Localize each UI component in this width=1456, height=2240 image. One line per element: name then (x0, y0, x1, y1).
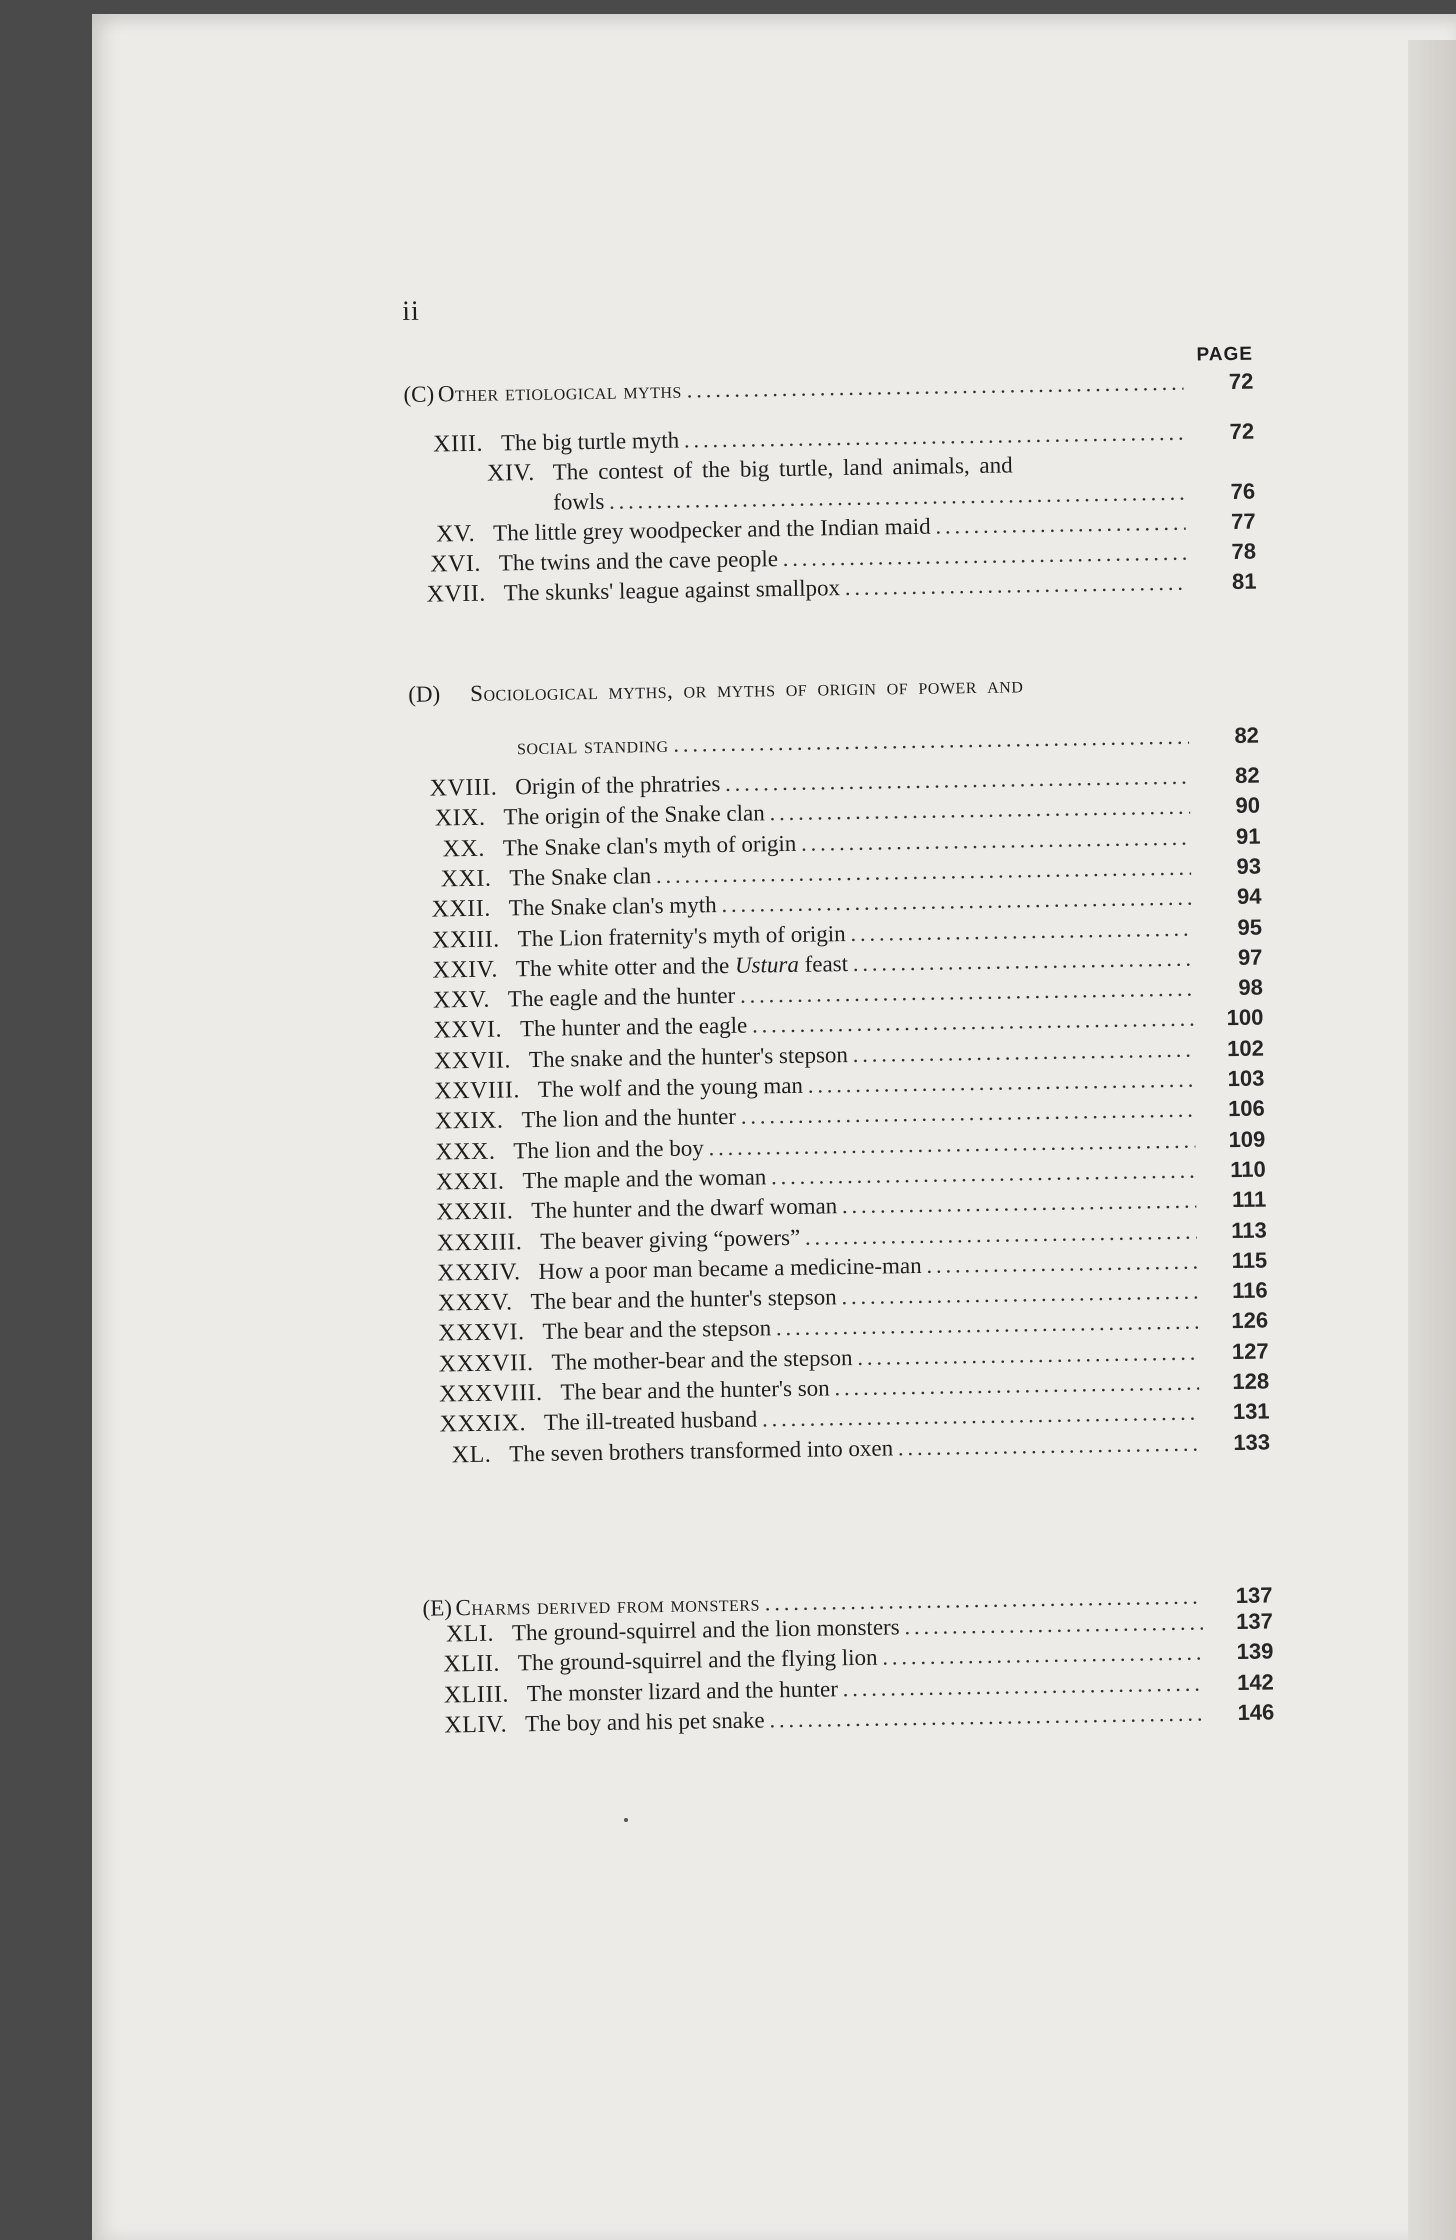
entry-page: 128 (1232, 1368, 1270, 1395)
entry-title: The skunks' league against smallpox . . . (504, 568, 1187, 609)
entry-title: The Snake clan's myth . . . (508, 883, 1191, 924)
entry-page: 146 (1237, 1699, 1275, 1725)
entry-page: 139 (1236, 1638, 1274, 1665)
entry-page: 95 (1237, 914, 1263, 940)
entry-number: XXXII. (436, 1198, 514, 1226)
entry-title: The twins and the cave people . . . (499, 538, 1187, 579)
entry-number: XLIII. (443, 1681, 510, 1709)
entry-title: The Snake clan's myth of origin . . . (503, 822, 1191, 863)
entry-page: 109 (1228, 1126, 1266, 1152)
entry-page: 131 (1232, 1398, 1270, 1425)
entry-title-continuation: fowls . . . (553, 478, 1185, 518)
entry-page: 102 (1226, 1035, 1265, 1061)
page-number: ii (401, 295, 420, 327)
entry-page: 76 (1230, 478, 1256, 504)
entry-title-part: The white otter and the (515, 952, 736, 982)
entry-number: XL. (451, 1441, 492, 1468)
entry-number: XXIII. (431, 926, 500, 954)
entry-number: XLIV. (444, 1711, 508, 1739)
entry-title: The lion and the boy . . . (513, 1125, 1195, 1166)
entry-number: XXXIV. (437, 1259, 521, 1287)
entry-number: XXV. (432, 986, 491, 1014)
section-title: Sociological myths, or myths of origin of power and (469, 672, 1024, 706)
entry-number: XLII. (443, 1650, 501, 1678)
entry-number: XXVIII. (434, 1077, 521, 1105)
entry-number: XIV. (486, 459, 535, 487)
entry-title: The ill-treated husband . . . (544, 1398, 1200, 1438)
entry-page: 94 (1236, 883, 1262, 910)
entry-title: The bear and the hunter's son . . . (560, 1368, 1199, 1408)
entry-number: XXXV. (437, 1289, 513, 1317)
section-label: (D) (407, 681, 441, 707)
paper-speck (624, 1818, 628, 1822)
entry-title: The beaver giving “powers” . . . (540, 1216, 1197, 1256)
entry-number: XV. (435, 520, 476, 548)
entry-page: 100 (1226, 1004, 1264, 1031)
entry-number: XX. (442, 835, 486, 862)
entry-page: 77 (1230, 508, 1256, 534)
entry-number: XXIX. (434, 1107, 504, 1135)
entry-number: XXIV. (432, 956, 499, 984)
entry-page: 97 (1237, 944, 1263, 970)
entry-page: 116 (1231, 1277, 1268, 1304)
entry-title-italic: Ustura (734, 951, 800, 978)
entry-title: The Lion fraternity's myth of origin . . . (517, 913, 1192, 954)
entry-title: The mother-bear and the stepson . . . (551, 1337, 1199, 1377)
entry-number: XXXVIII. (438, 1379, 543, 1408)
entry-title: The ground-squirrel and the flying lion . . . (518, 1638, 1204, 1679)
entry-page: 127 (1231, 1338, 1269, 1364)
entry-title: The big turtle myth . . . (501, 418, 1185, 459)
entry-number: XXXIII. (436, 1228, 523, 1257)
entry-page: 126 (1231, 1307, 1269, 1334)
entry-page: 103 (1227, 1065, 1265, 1092)
entry-title: The seven brothers transformed into oxen . . . (509, 1428, 1200, 1469)
entry-number: XXXVI. (438, 1319, 525, 1347)
entry-number: XVI. (430, 550, 482, 578)
entry-title: Origin of the phratries . . . (515, 762, 1190, 803)
entry-title: The maple and the woman . . . (522, 1156, 1196, 1197)
entry-title: The contest of the big turtle, land animals, and (552, 452, 1013, 485)
entry-title: The ground-squirrel and the lion monsters . . . (512, 1608, 1203, 1649)
entry-number: XXII. (431, 895, 491, 923)
entry-page: 91 (1235, 823, 1261, 849)
entry-page: 106 (1227, 1095, 1265, 1122)
section-title: Other etiological myths . . . (438, 368, 1184, 410)
section-label: (E) (422, 1595, 453, 1621)
entry-number: XXXVII. (438, 1349, 534, 1378)
entry-page: 113 (1231, 1217, 1267, 1243)
page-edge (1408, 40, 1456, 2240)
entry-number: XXVI. (433, 1016, 503, 1044)
entry-title: The snake and the hunter's stepson . . . (529, 1034, 1194, 1074)
entry-title: The little grey woodpecker and the Indian maid . . . (493, 508, 1186, 549)
section-page: 72 (1228, 368, 1254, 394)
entry-title: The bear and the hunter's stepson . . . (530, 1277, 1198, 1317)
entry-page: 72 (1229, 418, 1255, 444)
entry-title: The eagle and the hunter . . . (508, 974, 1193, 1015)
entry-title: The lion and the hunter . . . (521, 1095, 1195, 1136)
entry-page: 78 (1231, 538, 1257, 564)
entry-number: XXXIX. (439, 1410, 527, 1438)
entry-page: 133 (1233, 1429, 1271, 1455)
entry-page: 93 (1236, 853, 1262, 879)
entry-page: 142 (1236, 1669, 1275, 1695)
entry-page: 82 (1234, 762, 1260, 788)
entry-number: XXVII. (433, 1047, 512, 1075)
entry-number: XVIII. (429, 774, 498, 802)
entry-number: XIX. (434, 805, 486, 832)
entry-title: The boy and his pet snake . . . (525, 1698, 1205, 1739)
section-title-continuation: social standing . . . (517, 722, 1189, 763)
entry-number: XXXI. (435, 1168, 505, 1196)
entry-page: 110 (1230, 1156, 1266, 1182)
entry-title-part: feast (798, 950, 849, 977)
page-column-label: PAGE (1196, 343, 1254, 366)
entry-page: 98 (1238, 974, 1264, 1001)
entry-number: XLI. (445, 1620, 495, 1648)
entry-number: XXI. (440, 865, 492, 893)
entry-title: The wolf and the young man . . . (538, 1065, 1195, 1105)
section-title: Charms derived from monsters . . . (455, 1582, 1202, 1624)
entry-title: The hunter and the dwarf woman . . . (531, 1186, 1196, 1226)
entry-page: 137 (1235, 1608, 1274, 1635)
entry-number: XXX. (435, 1138, 496, 1166)
section-label: (C) (403, 381, 435, 407)
entry-number: XVII. (426, 580, 486, 608)
entry-title: The monster lizard and the hunter . . . (527, 1668, 1204, 1709)
section-page: 137 (1235, 1582, 1273, 1609)
entry-number: XIII. (432, 430, 484, 458)
entry-title: The bear and the stepson . . . (542, 1307, 1198, 1347)
entry-page: 90 (1235, 792, 1261, 819)
entry-title: The Snake clan . . . (509, 853, 1191, 894)
entry-page: 115 (1231, 1247, 1268, 1273)
entry-page: 81 (1231, 568, 1257, 594)
entry-title: How a poor man became a medicine-man . . . (538, 1246, 1197, 1286)
entry-page: 111 (1231, 1186, 1267, 1213)
entry-title: The hunter and the eagle . . . (520, 1004, 1194, 1045)
entry-title: The origin of the Snake clan . . . (503, 792, 1190, 833)
section-page: 82 (1234, 722, 1260, 748)
